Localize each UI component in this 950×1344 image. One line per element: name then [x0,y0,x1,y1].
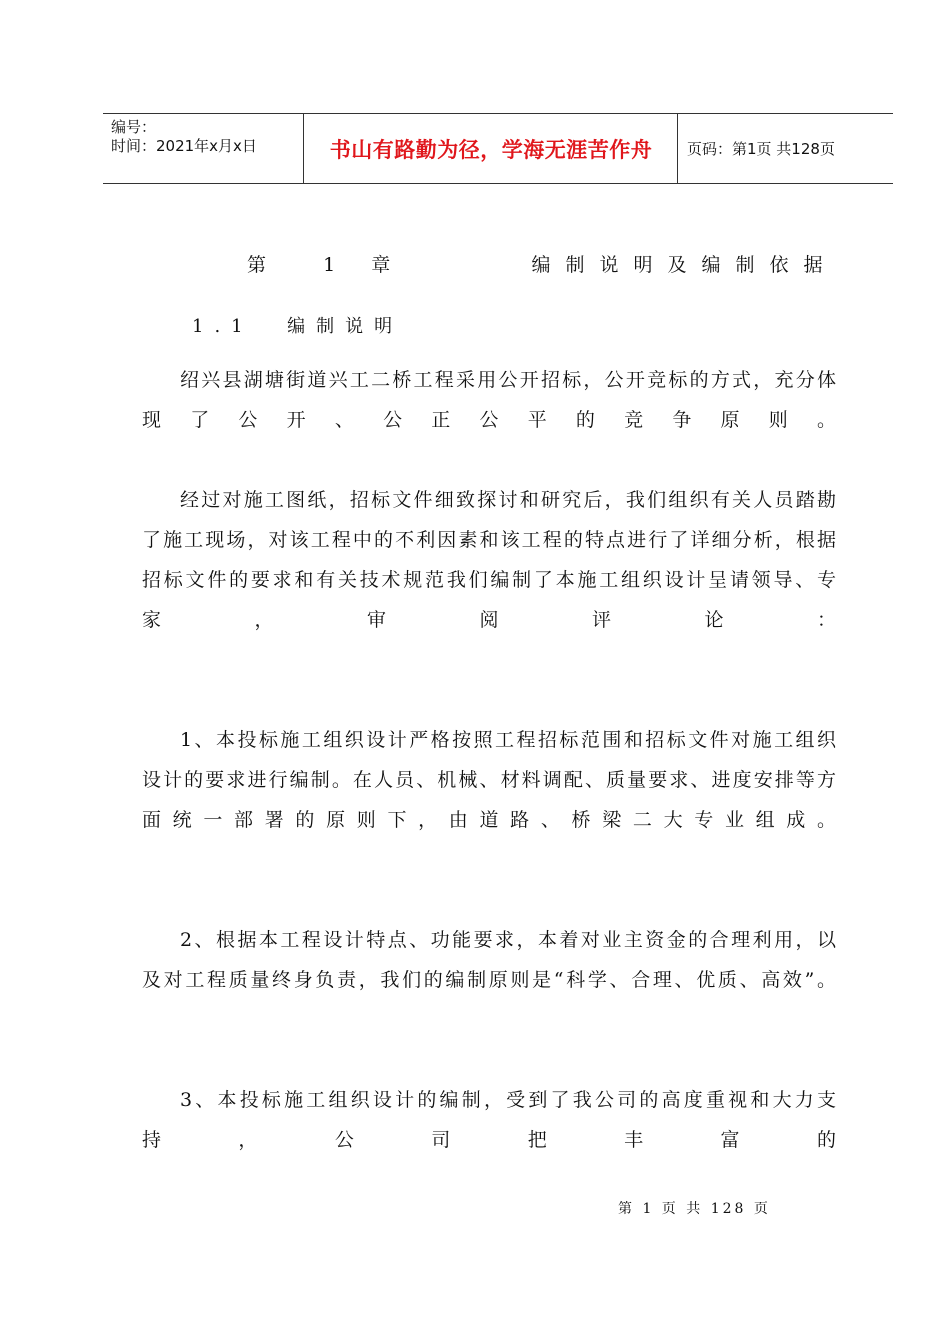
document-header [103,113,893,184]
chapter-title: 第 1 章 编制说明及编制依据 [247,254,838,276]
paragraph: 绍兴县湖塘街道兴工二桥工程采用公开招标，公开竞标的方式，充分体现了公开、公正公平的竞争原则。 [142,369,838,431]
document-number-label: 编号： [111,118,157,136]
header-motto: 书山有路勤为径，学海无涯苦作舟 [329,137,653,162]
header-meta [111,118,257,156]
section-title: 1.1 编制说明 [192,316,404,337]
paragraph: 2、根据本工程设计特点、功能要求，本着对业主资金的合理利用，以及对工程质量终身负责，我们的编制原则是“科学、合理、优质、高效”。 [142,929,838,991]
page-footer: 第 1 页 共 128 页 [618,1201,771,1217]
header-divider [677,114,678,183]
paragraph: 3、本投标施工组织设计的编制，受到了我公司的高度重视和大力支持，公司把丰富的 [142,1089,838,1151]
paragraph: 经过对施工图纸，招标文件细致探讨和研究后，我们组织有关人员踏勘了施工现场，对该工程中的不利因素和该工程的特点进行了详细分析，根据招标文件的要求和有关技术规范我们编制了本施工组织设计呈请领导、专家，审阅评论： [142,489,838,631]
document-time-label: 时间：2021年x月x日 [111,137,257,155]
paragraph: 1、本投标施工组织设计严格按照工程招标范围和招标文件对施工组织设计的要求进行编制。在人员、机械、材料调配、质量要求、进度安排等方面统一部署的原则下，由道路、桥梁二大专业组成。 [142,729,838,831]
header-divider [303,114,304,183]
header-page-info: 页码：第1页 共128页 [687,140,835,158]
